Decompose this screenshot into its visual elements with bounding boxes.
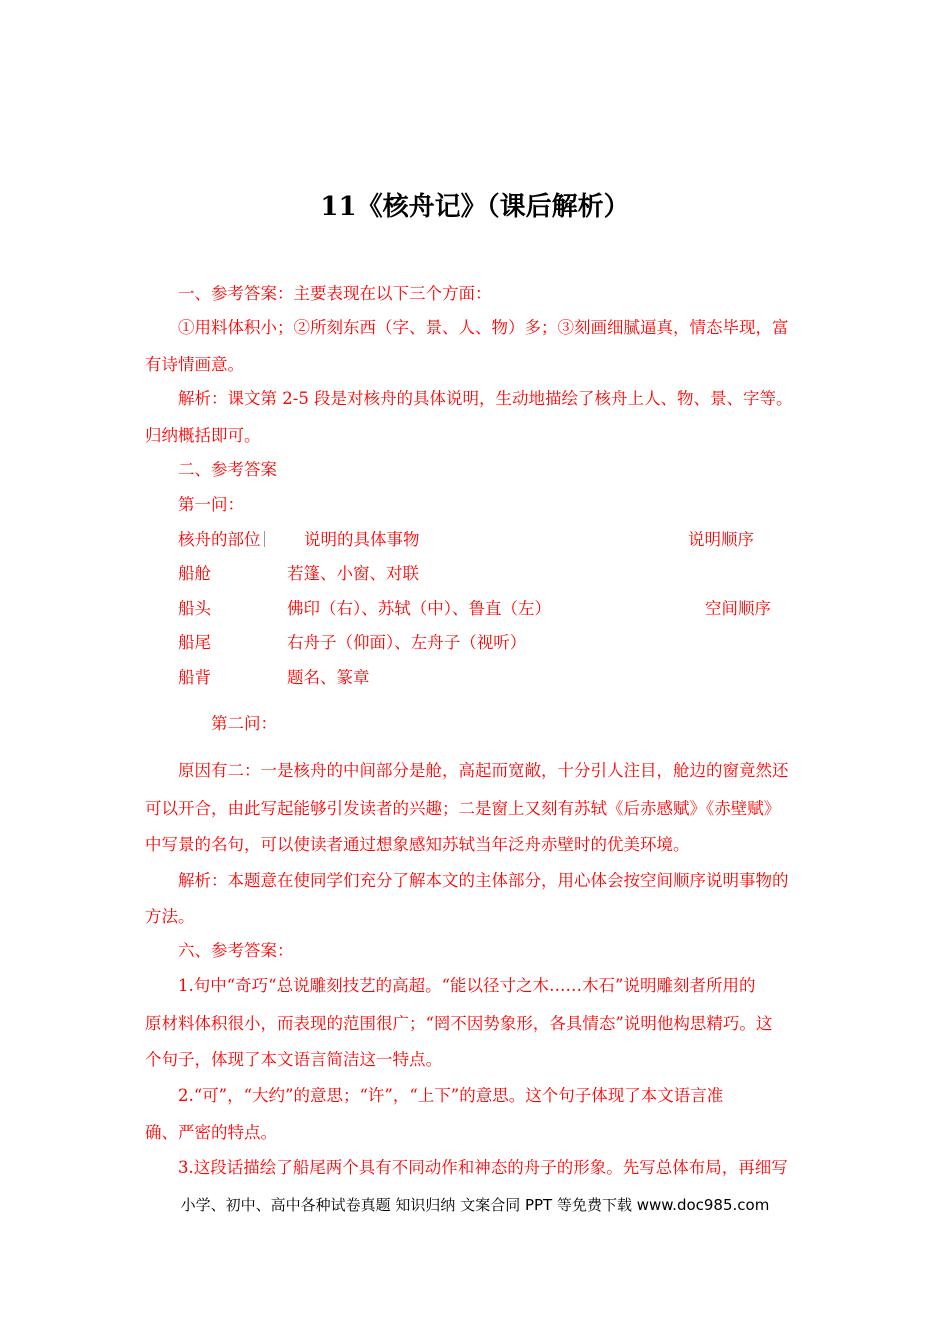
question1-label: 第一问： xyxy=(178,495,244,514)
table-row-items: 佛印（右）、苏轼（中）、鲁直（左） xyxy=(287,599,551,618)
document-title: 11《核舟记》（课后解析） xyxy=(320,192,630,222)
table-row-items: 右舟子（仰面）、左舟子（视听） xyxy=(287,633,527,652)
section6-item1-line3: 个句子，体现了本文语言简洁这一特点。 xyxy=(145,1050,442,1069)
question2-label: 第二问： xyxy=(211,714,277,733)
section6-item2-line1: 2.“可”，“大约”的意思；“许”，“上下”的意思。这个句子体现了本文语言准 xyxy=(178,1086,724,1105)
section1-analysis-line2: 归纳概括即可。 xyxy=(145,426,261,445)
section2-analysis-line1: 解析：本题意在使同学们充分了解本文的主体部分，用心体会按空间顺序说明事物的 xyxy=(178,871,789,890)
section2-analysis-line2: 方法。 xyxy=(145,907,195,926)
table-row-part: 船舱 xyxy=(178,564,211,583)
table-row-items: 若篷、小窗、对联 xyxy=(287,564,419,583)
question2-line3: 中写景的名句，可以使读者通过想象感知苏轼当年泛舟赤壁时的优美环境。 xyxy=(145,835,690,854)
table-row-part: 船头 xyxy=(178,599,211,618)
question2-line1: 原因有二：一是核舟的中间部分是舱，高起而宽敞，十分引人注目，舱边的窗竟然还 xyxy=(178,761,789,780)
section1-answer-line1: ①用料体积小；②所刻东西（字、景、人、物）多；③刻画细腻逼真，情态毕现，富 xyxy=(178,318,789,337)
section1-answer-line2: 有诗情画意。 xyxy=(145,355,244,374)
section6-item1-line1: 1.句中“奇巧“总说雕刻技艺的高超。“能以径寸之木……木石”说明雕刻者所用的 xyxy=(178,976,756,995)
section1-analysis-line1: 解析：课文第 2-5 段是对核舟的具体说明，生动地描绘了核舟上人、物、景、字等。 xyxy=(178,389,793,408)
section6-item2-line2: 确、严密的特点。 xyxy=(145,1123,277,1142)
table-row-part: 船尾 xyxy=(178,633,211,652)
section2-heading: 二、参考答案 xyxy=(178,460,277,479)
section6-item1-line2: 原材料体积很小，而表现的范围很广；“罔不因势象形，各具情态”说明他构思精巧。这 xyxy=(145,1014,773,1033)
text-cursor-mark xyxy=(264,531,265,547)
table-header-order: 说明顺序 xyxy=(688,530,754,549)
section6-item3-line1: 3.这段话描绘了船尾两个具有不同动作和神态的舟子的形象。先写总体布局，再细写 xyxy=(178,1158,788,1177)
question2-line2: 可以开合，由此写起能够引发读者的兴趣；二是窗上又刻有苏轼《后赤感赋》《赤壁赋》 xyxy=(145,799,781,818)
section6-heading: 六、参考答案： xyxy=(178,941,294,960)
section1-heading: 一、参考答案：主要表现在以下三个方面： xyxy=(178,284,492,303)
table-row-order: 空间顺序 xyxy=(705,599,771,618)
table-header-part: 核舟的部位 xyxy=(178,528,265,552)
page-footer: 小学、初中、高中各种试卷真题 知识归纳 文案合同 PPT 等免费下载 www.doc985.com xyxy=(180,1196,770,1214)
table-header-items: 说明的具体事物 xyxy=(304,530,420,549)
table-row-part: 船背 xyxy=(178,668,211,687)
table-row-items: 题名、篆章 xyxy=(287,668,370,687)
